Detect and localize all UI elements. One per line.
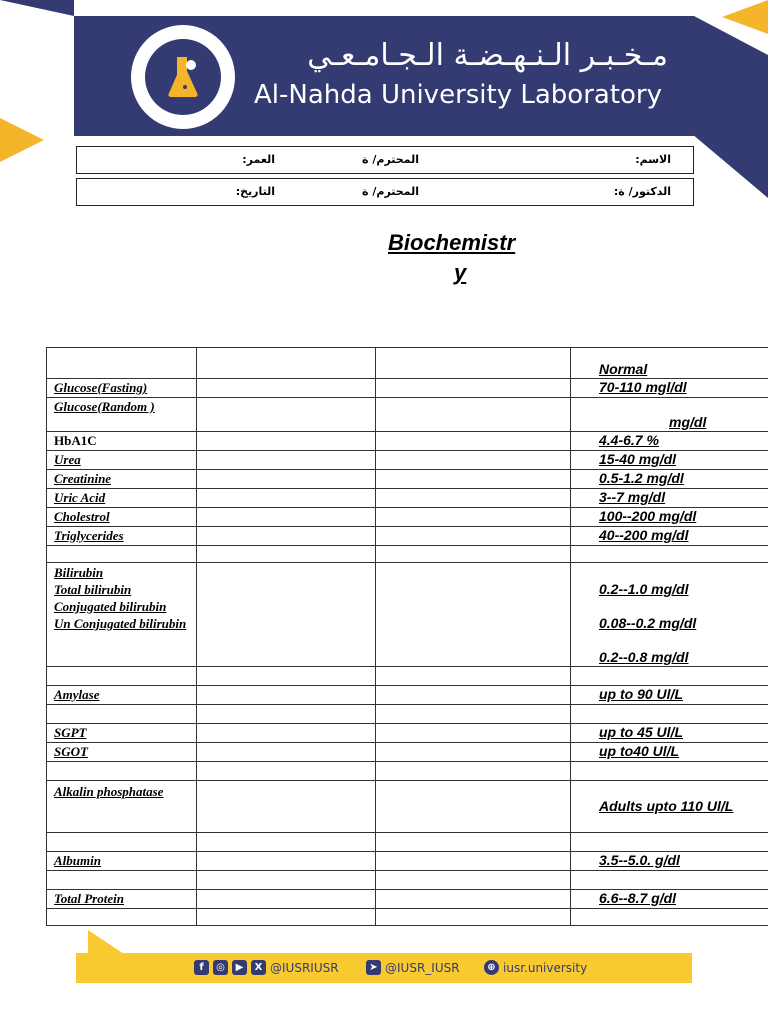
spacer-row bbox=[47, 871, 768, 890]
table-row: Glucose(Random ) mg/dl bbox=[47, 398, 768, 432]
doctor-label: الدكتور/ ة: bbox=[613, 185, 671, 198]
patient-info-row bbox=[76, 146, 694, 174]
social-group-1 bbox=[194, 960, 339, 975]
website-link[interactable]: iusr.university bbox=[503, 960, 588, 975]
university-logo bbox=[131, 25, 235, 129]
bilirubin-group: Bilirubin Total bilirubin Conjugated bilirubin Un Conjugated bilirubin 0.2--1.0 mg/dl 0.08--0.2 mg/dl 0.2--0.8 mg/dl bbox=[47, 563, 768, 667]
document-title: Biochemistr y bbox=[388, 230, 516, 285]
table-row: SGPT up to 45 Ul/L bbox=[47, 724, 768, 743]
table-row: Triglycerides 40--200 mg/dl bbox=[47, 527, 768, 546]
normal-header: Normal bbox=[571, 348, 768, 379]
social-handle-2[interactable]: @IUSR_IUSR bbox=[385, 960, 460, 975]
lab-title-arabic: مـخـبـر الـنـهـضـة الـجـامـعـي bbox=[307, 38, 668, 73]
table-row: Creatinine 0.5-1.2 mg/dl bbox=[47, 470, 768, 489]
table-row: Total Protein 6.6--8.7 g/dl bbox=[47, 890, 768, 909]
spacer-row bbox=[47, 546, 768, 563]
footer-bar bbox=[76, 953, 692, 983]
table-row: Urea 15-40 mg/dl bbox=[47, 451, 768, 470]
table-row: Uric Acid 3--7 mg/dl bbox=[47, 489, 768, 508]
respected-label-2: المحترم/ ة bbox=[362, 185, 419, 198]
banner-shade-right bbox=[694, 16, 768, 276]
spacer-row bbox=[47, 705, 768, 724]
table-row: HbA1C 4.4-6.7 % bbox=[47, 432, 768, 451]
lab-title-english: Al-Nahda University Laboratory bbox=[254, 80, 663, 110]
age-label: العمر: bbox=[242, 153, 275, 166]
table-row: Alkalin phosphatase Adults upto 110 Ul/L bbox=[47, 781, 768, 833]
yellow-triangle-top-right bbox=[722, 0, 768, 34]
spacer-row bbox=[47, 833, 768, 852]
spacer-row bbox=[47, 667, 768, 686]
social-group-3 bbox=[484, 960, 587, 975]
instagram-icon[interactable]: ◎ bbox=[213, 960, 228, 975]
x-icon[interactable]: X bbox=[251, 960, 266, 975]
facebook-icon[interactable]: f bbox=[194, 960, 209, 975]
spacer-row bbox=[47, 762, 768, 781]
spacer-row bbox=[47, 909, 768, 926]
table-row: Albumin 3.5--5.0. g/dl bbox=[47, 852, 768, 871]
telegram-icon[interactable]: ➤ bbox=[366, 960, 381, 975]
social-handle-1[interactable]: @IUSRIUSR bbox=[270, 960, 339, 975]
table-header-row bbox=[47, 348, 768, 379]
table-row: Glucose(Fasting) 70-110 mgl/dl bbox=[47, 379, 768, 398]
respected-label: المحترم/ ة bbox=[362, 153, 419, 166]
name-label: الاسم: bbox=[635, 153, 671, 166]
doctor-info-row bbox=[76, 178, 694, 206]
table-row: Cholestrol 100--200 mg/dl bbox=[47, 508, 768, 527]
footer-decor-triangle bbox=[88, 930, 124, 954]
date-label: التاريخ: bbox=[235, 185, 275, 198]
yellow-triangle-left bbox=[0, 118, 44, 162]
web-icon[interactable]: ⊕ bbox=[484, 960, 499, 975]
header-decor-top-left bbox=[0, 0, 74, 16]
flask-icon bbox=[167, 55, 199, 99]
biochemistry-table bbox=[46, 347, 768, 926]
table-row: SGOT up to40 Ul/L bbox=[47, 743, 768, 762]
social-group-2 bbox=[366, 960, 460, 975]
table-row: Amylase up to 90 Ul/L bbox=[47, 686, 768, 705]
youtube-icon[interactable]: ▶ bbox=[232, 960, 247, 975]
